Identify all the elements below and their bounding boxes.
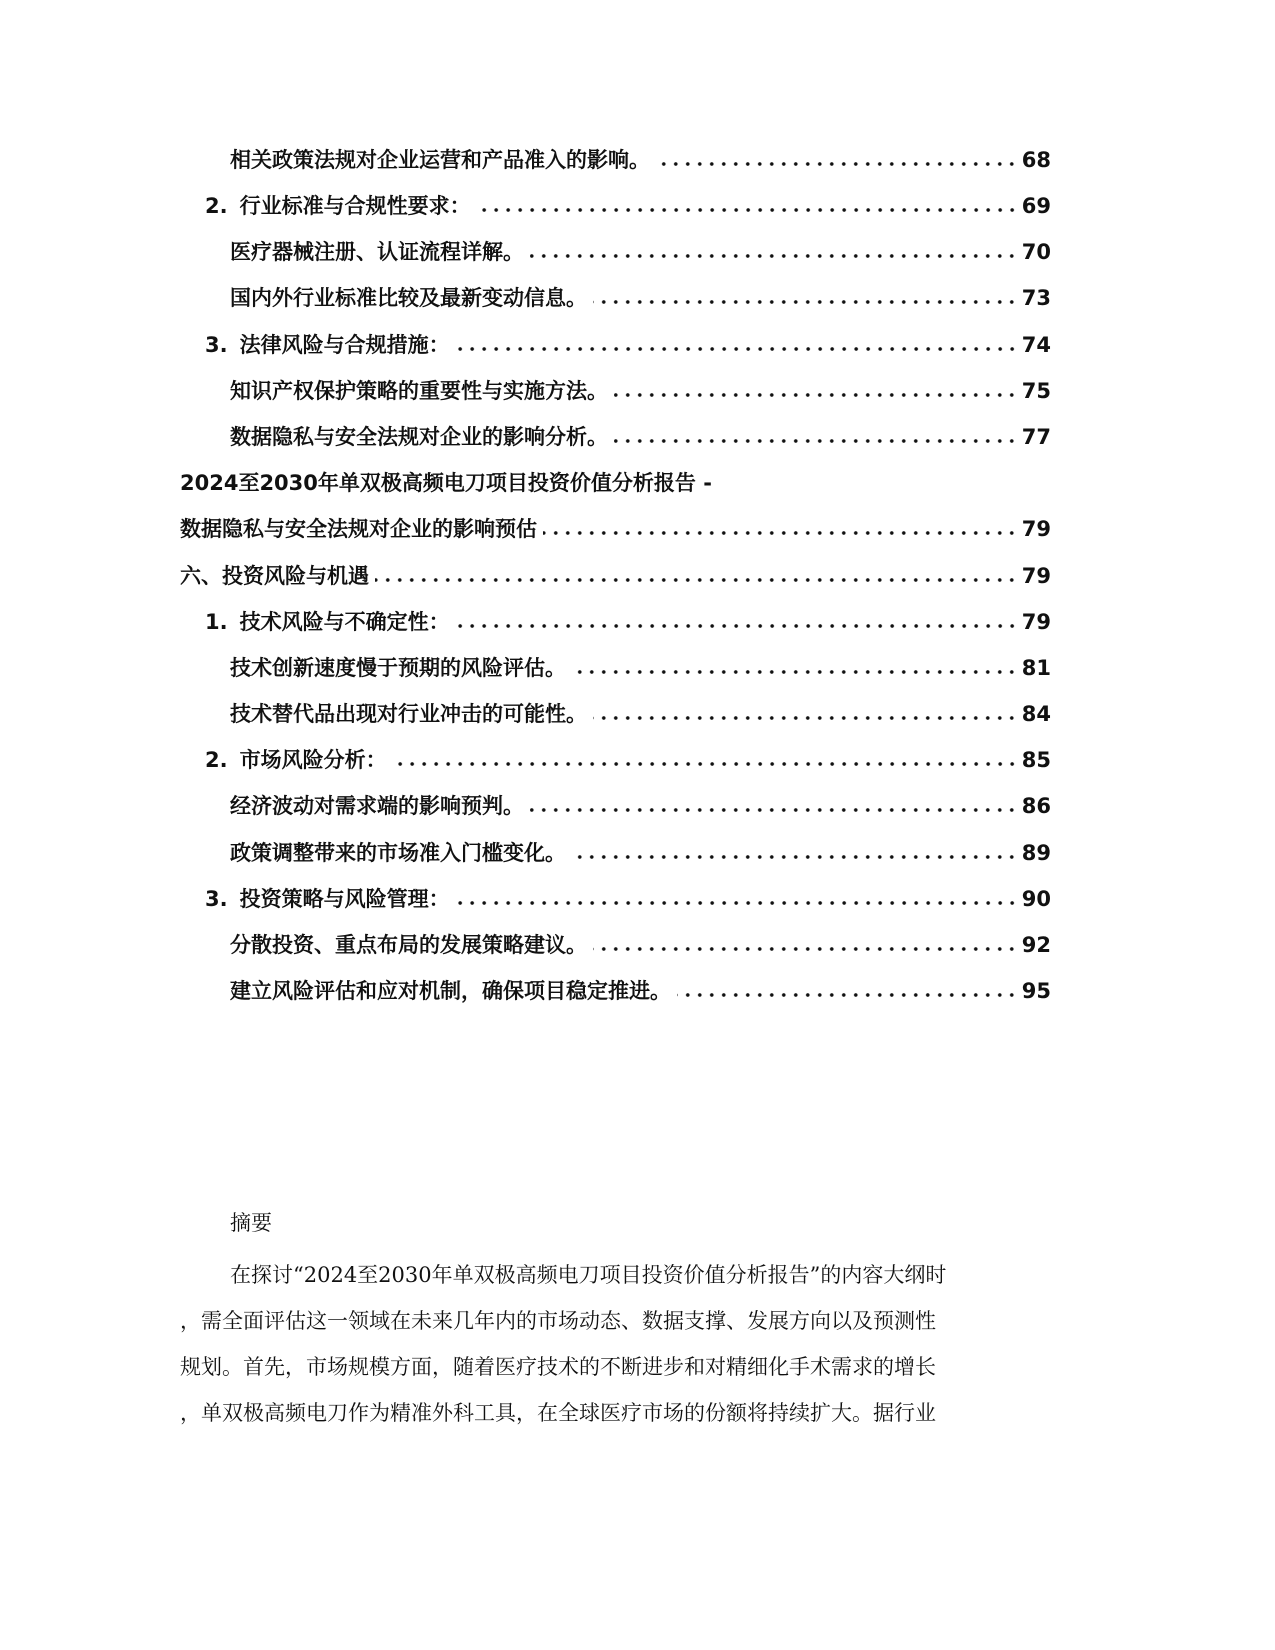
- dot-leader: [572, 852, 1018, 862]
- dot-leader: [477, 205, 1018, 215]
- toc-entry-label: 数据隐私与安全法规对企业的影响预估: [180, 517, 537, 541]
- toc-entry-page: 92: [1021, 933, 1051, 957]
- toc-entry-label: 分散投资、重点布局的发展策略建议。: [230, 933, 587, 957]
- toc-entry[interactable]: [205, 330, 1051, 360]
- toc-entry-page: 77: [1021, 425, 1051, 449]
- toc-entry[interactable]: [230, 422, 1051, 452]
- dot-leader: [593, 297, 1018, 307]
- toc-entry[interactable]: [205, 607, 1051, 637]
- toc-entry-label: 法律风险与合规措施：: [239, 333, 450, 357]
- toc-entry-label: 数据隐私与安全法规对企业的影响分析。: [230, 425, 608, 449]
- toc-entry-number: 2.: [205, 748, 228, 772]
- toc-entry-label: 市场风险分析：: [239, 748, 387, 772]
- toc-entry-number: 2.: [205, 194, 228, 218]
- toc-entry-page: 69: [1021, 194, 1051, 218]
- dot-leader: [593, 713, 1018, 723]
- toc-entry-number: 3.: [205, 333, 228, 357]
- dot-leader: [656, 159, 1018, 169]
- toc-entry[interactable]: [180, 514, 1051, 544]
- toc-entry-label: 经济波动对需求端的影响预判。: [230, 794, 524, 818]
- toc-entry-label: 相关政策法规对企业运营和产品准入的影响。: [230, 148, 650, 172]
- toc-entry-page: 95: [1021, 979, 1051, 1003]
- dot-leader: [593, 944, 1018, 954]
- abstract-heading: 摘要: [230, 1211, 272, 1235]
- toc-entry-page: 86: [1021, 794, 1051, 818]
- toc-entry-page: 70: [1021, 240, 1051, 264]
- toc-entry-number: 1.: [205, 610, 228, 634]
- toc-entry-page: 79: [1021, 610, 1051, 634]
- toc-entry[interactable]: [180, 468, 1051, 498]
- dot-leader: [530, 251, 1018, 261]
- toc-entry-label: 行业标准与合规性要求：: [239, 194, 471, 218]
- toc-entry-label: 知识产权保护策略的重要性与实施方法。: [230, 379, 608, 403]
- toc-entry-label: 建立风险评估和应对机制，确保项目稳定推进。: [230, 979, 671, 1003]
- dot-leader: [614, 390, 1018, 400]
- dot-leader: [572, 667, 1018, 677]
- toc-entry-page: 81: [1021, 656, 1051, 680]
- toc-entry[interactable]: [230, 791, 1051, 821]
- toc-entry-page: 75: [1021, 379, 1051, 403]
- toc-entry-label: 国内外行业标准比较及最新变动信息。: [230, 286, 587, 310]
- toc-entry-label: 技术风险与不确定性：: [239, 610, 450, 634]
- toc-entry[interactable]: [205, 745, 1051, 775]
- toc-entry-label: 技术替代品出现对行业冲击的可能性。: [230, 702, 587, 726]
- toc-entry[interactable]: [205, 884, 1051, 914]
- dot-leader: [543, 528, 1018, 538]
- toc-entry-page: 85: [1021, 748, 1051, 772]
- dot-leader: [456, 898, 1018, 908]
- toc-entry[interactable]: [230, 838, 1051, 868]
- toc-entry-page: 79: [1021, 564, 1051, 588]
- dot-leader: [614, 436, 1018, 446]
- dot-leader: [375, 575, 1018, 585]
- toc-entry-page: 74: [1021, 333, 1051, 357]
- toc-entry[interactable]: [230, 145, 1051, 175]
- toc-entry-label: 投资策略与风险管理：: [239, 887, 450, 911]
- toc-entry-label: 2024至2030年单双极高频电刀项目投资价值分析报告 -: [180, 471, 712, 495]
- toc-entry-page: 84: [1021, 702, 1051, 726]
- abstract-line: 在探讨“2024至2030年单双极高频电刀项目投资价值分析报告”的内容大纲时: [230, 1263, 947, 1287]
- dot-leader: [530, 805, 1018, 815]
- toc-entry[interactable]: [230, 283, 1051, 313]
- toc-entry-label: 技术创新速度慢于预期的风险评估。: [230, 656, 566, 680]
- dot-leader: [456, 621, 1018, 631]
- toc-entry-label: 医疗器械注册、认证流程详解。: [230, 240, 524, 264]
- toc-entry[interactable]: [230, 237, 1051, 267]
- toc-entry-page: 68: [1021, 148, 1051, 172]
- toc-entry-label: 政策调整带来的市场准入门槛变化。: [230, 841, 566, 865]
- toc-entry[interactable]: [230, 976, 1051, 1006]
- dot-leader: [677, 990, 1018, 1000]
- toc-entry-number: 3.: [205, 887, 228, 911]
- abstract-line: ，需全面评估这一领域在未来几年内的市场动态、数据支撑、发展方向以及预测性: [180, 1309, 936, 1333]
- toc-entry-page: 79: [1021, 517, 1051, 541]
- toc-entry-page: 90: [1021, 887, 1051, 911]
- toc-entry[interactable]: [230, 699, 1051, 729]
- toc-entry[interactable]: [230, 653, 1051, 683]
- toc-entry[interactable]: [230, 930, 1051, 960]
- toc-entry[interactable]: [205, 191, 1051, 221]
- abstract-line: 规划。首先，市场规模方面，随着医疗技术的不断进步和对精细化手术需求的增长: [180, 1355, 936, 1379]
- toc-entry-page: 89: [1021, 841, 1051, 865]
- dot-leader: [393, 759, 1018, 769]
- toc-entry-page: 73: [1021, 286, 1051, 310]
- abstract-line: ，单双极高频电刀作为精准外科工具，在全球医疗市场的份额将持续扩大。据行业: [180, 1401, 936, 1425]
- dot-leader: [456, 344, 1018, 354]
- toc-entry[interactable]: [230, 376, 1051, 406]
- abstract-body: [180, 1252, 1040, 1436]
- toc-entry-label: 六、投资风险与机遇: [180, 564, 369, 588]
- toc-entry[interactable]: [180, 561, 1051, 591]
